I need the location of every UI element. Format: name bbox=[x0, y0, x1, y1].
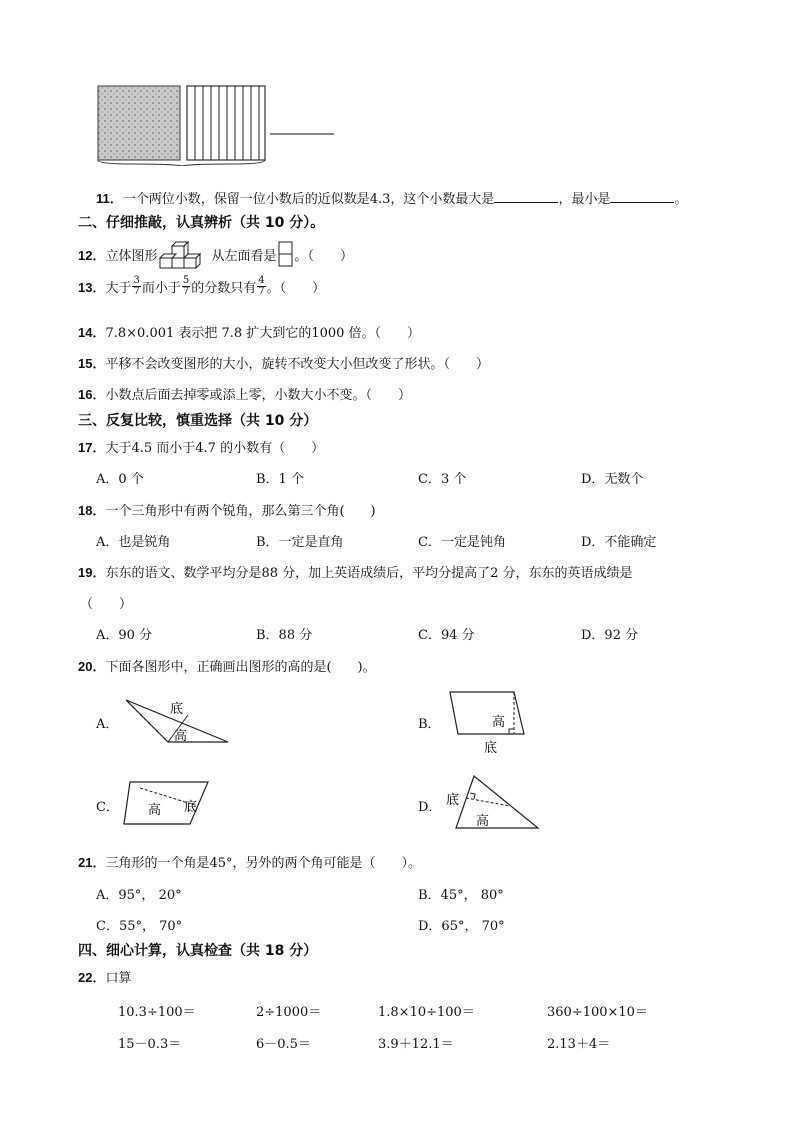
option-a-label[interactable]: A． bbox=[96, 717, 119, 732]
question-19-bracket: （ ） bbox=[80, 597, 133, 612]
question-text: 立体图形 bbox=[105, 248, 158, 264]
fraction-numerator: 3 bbox=[133, 275, 140, 286]
option-a[interactable]: A．0 个 bbox=[96, 472, 144, 487]
question-text: 一个两位小数，保留一位小数后的近似数是4.3，这个小数最大是 bbox=[122, 192, 495, 207]
question-number: 16． bbox=[78, 387, 106, 402]
question-number: 21． bbox=[78, 855, 106, 870]
option-a-figure bbox=[122, 694, 232, 746]
question-14 bbox=[78, 322, 420, 341]
question-number: 18． bbox=[78, 503, 106, 518]
calc-item[interactable]: 6－0.5＝ bbox=[256, 1037, 311, 1052]
question-text: 一个三角形中有两个锐角，那么第三个角( ) bbox=[105, 504, 376, 519]
section-2-title: 二、仔细推敲，认真辨析（共 10 分）。 bbox=[78, 215, 325, 231]
question-15 bbox=[78, 353, 489, 372]
question-number: 19． bbox=[78, 565, 106, 580]
question-number: 17． bbox=[78, 440, 106, 455]
option-c-figure bbox=[120, 778, 212, 830]
calc-item[interactable]: 15－0.3＝ bbox=[118, 1037, 182, 1052]
question-19 bbox=[78, 562, 633, 581]
question-number: 15． bbox=[78, 356, 106, 371]
height-label: 高 bbox=[476, 814, 490, 829]
brace bbox=[98, 160, 265, 166]
question-text: 平移不会改变图形的大小，旋转不改变大小但改变了形状。（ ） bbox=[105, 357, 489, 372]
option-d-figure bbox=[444, 772, 544, 832]
question-text: 小数点后面去掉零或添上零，小数大小不变。（ ） bbox=[105, 388, 411, 403]
question-number: 14． bbox=[78, 325, 106, 340]
question-text: 大于 bbox=[105, 281, 132, 296]
option-b[interactable]: B．1 个 bbox=[256, 472, 304, 487]
height-label: 高 bbox=[174, 729, 188, 744]
question-16 bbox=[78, 384, 411, 403]
option-c[interactable]: C．3 个 bbox=[418, 472, 467, 487]
fraction-5-7 bbox=[182, 276, 190, 297]
option-c[interactable]: C．一定是钝角 bbox=[418, 535, 506, 550]
question-21 bbox=[78, 852, 421, 871]
fraction-3-7 bbox=[132, 276, 140, 297]
left-view-figure bbox=[278, 241, 294, 267]
question-text: ，最小是 bbox=[558, 192, 611, 207]
calc-item[interactable]: 10.3÷100＝ bbox=[118, 1005, 196, 1020]
option-c-label[interactable]: C． bbox=[96, 800, 119, 815]
calc-item[interactable]: 1.8×10÷100＝ bbox=[378, 1005, 475, 1020]
option-d[interactable]: D．不能确定 bbox=[581, 535, 657, 550]
question-text: 而小于 bbox=[141, 281, 181, 296]
option-b[interactable]: B．45°， 80° bbox=[418, 888, 504, 903]
base-label: 底 bbox=[184, 800, 198, 815]
height-label: 高 bbox=[148, 803, 162, 818]
section-3-title: 三、反复比较，慎重选择（共 10 分） bbox=[78, 413, 318, 429]
question-number: 20． bbox=[78, 659, 106, 674]
base-label: 底 bbox=[446, 793, 460, 808]
option-b[interactable]: B．88 分 bbox=[256, 628, 313, 643]
question-text: 口算 bbox=[105, 971, 132, 986]
section-4-title: 四、细心计算，认真检查（共 18 分） bbox=[78, 943, 318, 959]
shaded-square bbox=[98, 86, 180, 160]
question-22 bbox=[78, 967, 131, 986]
question-18 bbox=[78, 500, 376, 519]
calc-item[interactable]: 2.13＋4＝ bbox=[547, 1037, 611, 1052]
question-20 bbox=[78, 656, 376, 675]
question-13 bbox=[78, 276, 325, 297]
option-d[interactable]: D．无数个 bbox=[581, 472, 644, 487]
question-text: 从左面看是 bbox=[211, 248, 277, 264]
question-text: 。（ ） bbox=[266, 281, 326, 296]
question-12 bbox=[78, 238, 353, 270]
calc-item[interactable]: 2÷1000＝ bbox=[256, 1005, 322, 1020]
option-b-figure bbox=[444, 688, 536, 758]
fraction-denominator: 7 bbox=[258, 286, 265, 297]
question-text: 。 bbox=[674, 192, 688, 207]
question-text: 下面各图形中，正确画出图形的高的是( )。 bbox=[105, 660, 376, 675]
option-d[interactable]: D．92 分 bbox=[581, 628, 639, 643]
answer-blank-min[interactable] bbox=[610, 190, 674, 203]
question-text: 大于4.5 而小于4.7 的小数有（ ） bbox=[105, 441, 325, 456]
question-number: 13． bbox=[78, 280, 106, 295]
calc-item[interactable]: 360÷100×10＝ bbox=[547, 1005, 648, 1020]
calc-item[interactable]: 3.9＋12.1＝ bbox=[378, 1037, 454, 1052]
base-label: 底 bbox=[484, 741, 498, 756]
option-a[interactable]: A．也是锐角 bbox=[96, 535, 171, 550]
option-c[interactable]: C．55°， 70° bbox=[96, 919, 183, 934]
fraction-denominator: 7 bbox=[182, 286, 190, 297]
question-number: 22． bbox=[78, 970, 106, 985]
question-text: 7.8×0.001 表示把 7.8 扩大到它的1000 倍。（ ） bbox=[105, 326, 421, 341]
striped-square bbox=[187, 86, 265, 160]
question-11 bbox=[96, 188, 687, 207]
option-b-label[interactable]: B． bbox=[418, 717, 441, 732]
height-label: 高 bbox=[492, 715, 506, 730]
decimal-figure bbox=[92, 84, 342, 170]
option-d-label[interactable]: D． bbox=[418, 800, 442, 815]
answer-blank-max[interactable] bbox=[494, 190, 558, 203]
question-number: 11． bbox=[96, 191, 123, 206]
fraction-4-7 bbox=[257, 276, 265, 297]
fraction-numerator: 4 bbox=[258, 275, 265, 286]
decimal-grid-figure bbox=[92, 84, 342, 166]
fraction-denominator: 7 bbox=[133, 286, 140, 297]
cube-solid-figure bbox=[158, 238, 210, 270]
question-text: 的分数只有 bbox=[191, 281, 257, 296]
question-text: 。（ ） bbox=[294, 248, 354, 264]
base-label: 底 bbox=[170, 702, 184, 717]
option-c[interactable]: C．94 分 bbox=[418, 628, 475, 643]
option-a[interactable]: A．90 分 bbox=[96, 628, 153, 643]
option-b[interactable]: B．一定是直角 bbox=[256, 535, 344, 550]
option-d[interactable]: D．65°， 70° bbox=[418, 919, 505, 934]
question-17 bbox=[78, 437, 324, 456]
question-text: 东东的语文、数学平均分是88 分，加上英语成绩后，平均分提高了2 分，东东的英语成绩是 bbox=[105, 566, 633, 581]
option-a[interactable]: A．95°， 20° bbox=[96, 888, 182, 903]
question-text: 三角形的一个角是45°，另外的两个角可能是（ ）。 bbox=[105, 856, 422, 871]
fraction-numerator: 5 bbox=[182, 275, 190, 286]
question-number: 12． bbox=[78, 247, 106, 263]
